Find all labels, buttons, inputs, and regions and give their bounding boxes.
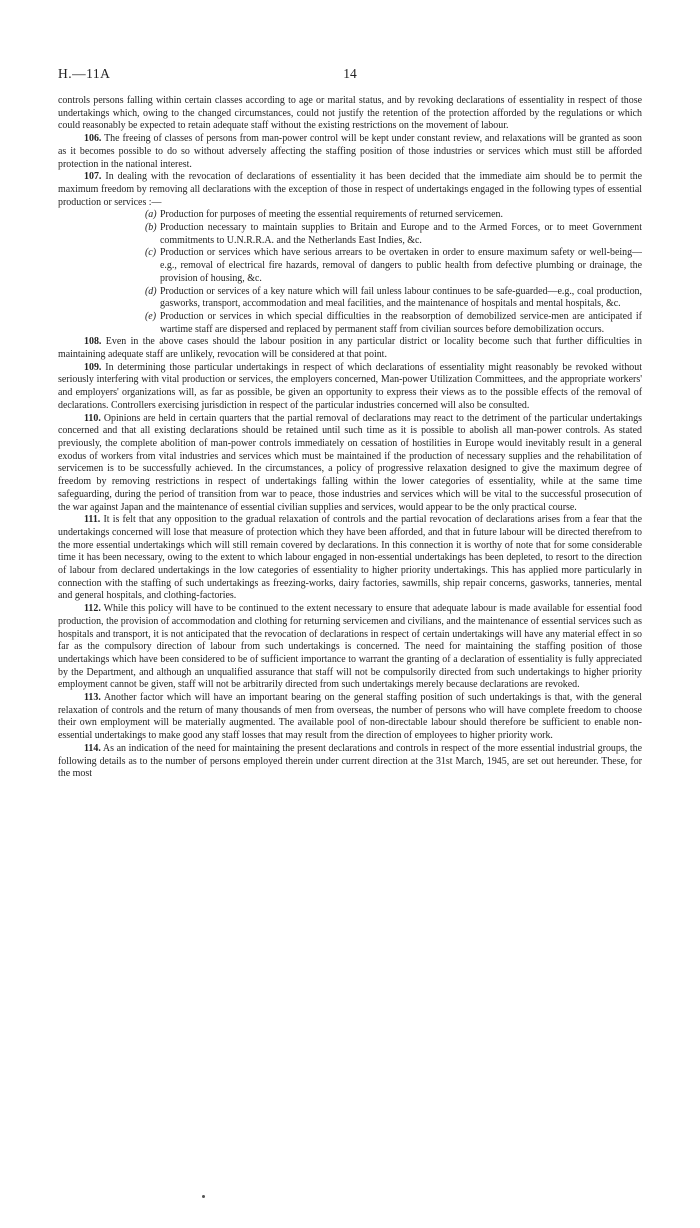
list-item <box>145 247 642 285</box>
paragraph-112 <box>58 603 642 692</box>
list-item-text: Production or services in which special difficulties in the reabsorption of demobilized service-men are anticipated if wartime staff are dispersed and replaced by permanent staff from civilian sources before demobilization occurs. <box>160 310 642 335</box>
paragraph-113 <box>58 692 642 743</box>
paragraph-text: Another factor which will have an important bearing on the general staffing position of such undertakings is that, with the general relaxation of controls and the return of many thousands of men from overseas, the number of persons who will have complete freedom to choose their own employment will be materially augmented. The available pool of non-directable labour should therefore be sufficient to enable non-essential undertakings to make good any staff losses that may result from the direction of employees to higher priority work. <box>58 692 642 742</box>
list-item-label: (e) <box>145 310 157 322</box>
paragraph-number: 109. <box>84 361 102 373</box>
paragraph-number: 106. <box>84 133 102 145</box>
paragraph-text: It is felt that any opposition to the gradual relaxation of controls and the partial revocation of declarations arises from a fear that the undertakings concerned will lose that measure of protection which they have been afforded, and that in future labour will be directed therefrom to the more essential undertakings which will still remain covered by declarations. In this connection it is worthy of note that for some considerable time it has been necessary, owing to the extent to which labour engaged in non-essential undertakings has been depleted, to resort to the direction of labour from declared undertakings in the low categories of essentiality to higher priority undertakings. This has applied more particularly in connection with the staffing of such undertakings as freezing-works, dairy factories, sawmills, ship repair concerns, gasworks, tanneries, mental and general hospitals, and clothing-factories. <box>58 514 642 602</box>
paragraph-number: 112. <box>84 603 101 615</box>
paragraph-109 <box>58 362 642 413</box>
paragraph-number: 114. <box>84 742 101 754</box>
list-item <box>145 209 642 222</box>
paragraph-text: While this policy will have to be continued to the extent necessary to ensure that adequate labour is made available for essential food production, the provision of accommodation and clothing for returning servicemen and civilians, and the maintenance of essential services such as hospitals and transport, it is not anticipated that the revocation of declarations in respect of certain undertakings will have any material effect in so far as the compulsory direction of labour from such undertakings is concerned. The need for maintaining the staffing position of those undertakings which have been considered to be of sufficient importance to warrant the granting of a declaration of essentiality is fully appreciated by the Department, and although an unqualified assurance that staff will not be compulsorily directed from such undertakings to higher priority employment cannot be given, staff will not be arbitrarily directed from such undertakings merely because declarations are revoked. <box>58 603 642 691</box>
paragraph-number: 110. <box>84 412 101 424</box>
paragraph-text: In determining those particular undertakings in respect of which declarations of essentiality might reasonably be revoked without seriously interfering with vital production or services, the employers concerned, Man-power Utilization Committees, and the appropriate workers' and employers' organizations will, as far as possible, be given an opportunity to express their views as to the possible effects of the removal of declarations. Controllers exercising jurisdiction in respect of the particular industries concerned will also be consulted. <box>58 361 642 411</box>
list-item-text: Production for purposes of meeting the essential requirements of returned servicemen. <box>160 209 504 221</box>
list-item-label: (a) <box>145 209 157 221</box>
paragraph-110 <box>58 413 642 515</box>
list-item-text: Production or services which have serious arrears to be overtaken in order to ensure maximum safety or well-being—e.g., removal of electrical fire hazards, removal of dangers to public health from defective plumbing or drainage, the provision of housing, &c. <box>160 247 642 284</box>
paragraph-number: 108. <box>84 336 102 348</box>
paragraph-108 <box>58 336 642 361</box>
paragraph-text: The freeing of classes of persons from man-power control will be kept under constant review, and relaxations will be granted as soon as it becomes possible to do so without adversely affecting the staffing position of those industries or services which must still be afforded protection in the national interest. <box>58 133 642 170</box>
paragraph-text: Even in the above cases should the labour position in any particular district or locality become such that further difficulties in maintaining adequate staff are unlikely, revocation will be considered at that point. <box>58 336 642 361</box>
list-item-label: (c) <box>145 247 157 259</box>
paragraph-107 <box>58 171 642 209</box>
paragraph-number: 113. <box>84 692 101 704</box>
paragraph-text: Opinions are held in certain quarters that the partial removal of declarations may react to the detriment of the particular undertakings concerned and that all existing declarations should be retained until such time as it is possible to abolish all man-power controls. As stated previously, the complete abolition of man-power controls immediately on cessation of hostilities in Europe would inevitably result in a general exodus of workers from vital industries and services which must be maintained if the production of necessary supplies and the rehabilitation of servicemen is to be successfully achieved. In the circumstances, a policy of progressive relaxation designed to give the maximum degree of freedom by removing restrictions in respect of undertakings falling within the lower categories of essentiality, while at the same time safeguarding, during the period of transition from war to peace, those industries and services which will be vital to the successful prosecution of the war against Japan and the maintenance of essential civilian supplies and services, would appear to be the only practical course. <box>58 412 642 513</box>
paragraph-105-continued: controls persons falling within certain classes according to age or marital status, and by revoking declarations of essentiality in respect of those undertakings which, owing to the changed circumstances, could not justify the retention of the protection afforded by the regulations or which could reasonably be expected to retain adequate staff without the existing restrictions on the movement of labour. <box>58 95 642 132</box>
list-item-label: (d) <box>145 285 157 297</box>
document-body <box>58 95 642 781</box>
paragraph-text: In dealing with the revocation of declarations of essentiality it has been decided that the immediate aim should be to permit the maximum freedom by removing all declarations with the exception of those in respect of undertakings engaged in the following types of essential production or services :— <box>58 171 642 208</box>
paragraph-text: As an indication of the need for maintaining the present declarations and controls in respect of the more essential industrial groups, the following details as to the number of persons employed therein under current direction at the 31st March, 1945, are set out hereunder. These, for the most <box>58 742 642 780</box>
list-item <box>145 311 642 336</box>
paragraph-number: 107. <box>84 171 102 183</box>
list-item-text: Production necessary to maintain supplies to Britain and Europe and to the Armed Forces, or to meet Government commitments to U.N.R.R.A. and the Netherlands East Indies, &c. <box>160 222 642 246</box>
paragraph-106 <box>58 133 642 171</box>
page-number: 14 <box>343 66 357 81</box>
list-item-text: Production or services of a key nature which will fail unless labour continues to be safe-guarded—e.g., coal production, gasworks, transport, accommodation and meal facilities, and the maintenance of hospitals and mental hospitals, &c. <box>160 285 642 310</box>
print-mark <box>202 1195 205 1198</box>
paragraph-114 <box>58 743 642 781</box>
essential-services-list <box>58 209 642 336</box>
paragraph-number: 111. <box>84 514 101 526</box>
list-item <box>145 286 642 311</box>
list-item-label: (b) <box>145 222 157 234</box>
paragraph-111 <box>58 514 642 603</box>
document-reference: H.—11A <box>58 66 111 81</box>
list-item <box>145 222 642 247</box>
page-header <box>58 66 642 84</box>
